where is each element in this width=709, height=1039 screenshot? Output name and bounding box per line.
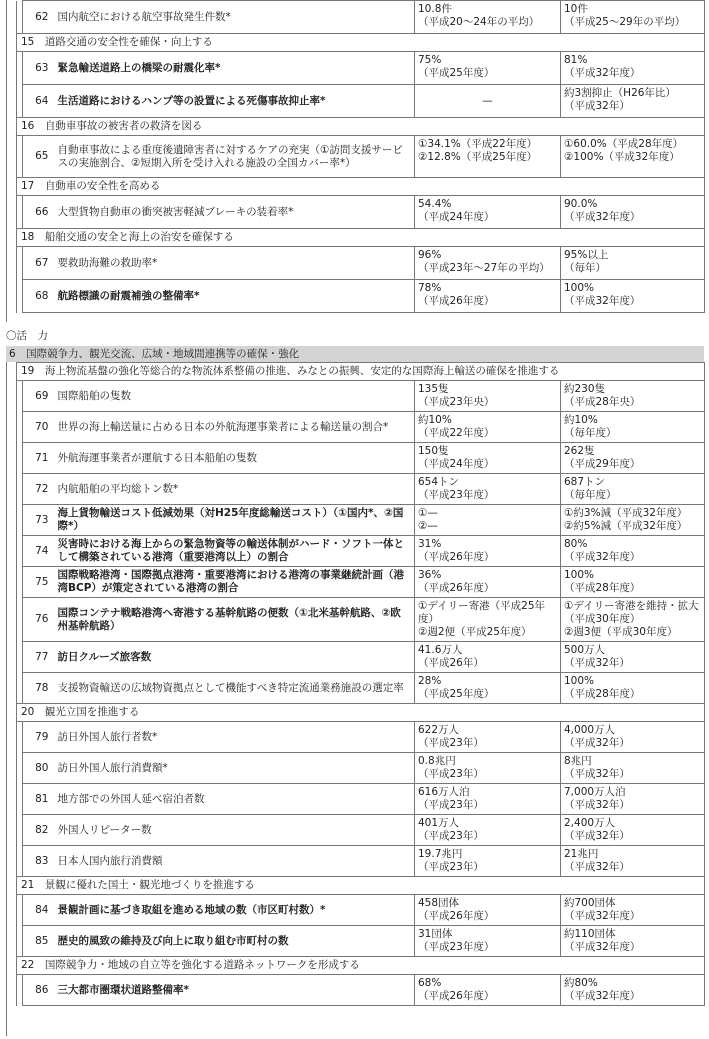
goal-cell (17, 957, 705, 975)
goal-row (17, 229, 705, 247)
indicator-label: 訪日外国人旅行消費額* (55, 753, 415, 784)
indicator-number: 86 (23, 975, 55, 1006)
indicator-number: 66 (23, 196, 55, 229)
goal-text: 海上物流基盤の強化等総合的な物流体系整備の推進、みなとの振興、安定的な国際海上輸送の確保を推進する (44, 365, 560, 377)
indicator-row (17, 926, 705, 957)
indicator-label: 要救助海難の救助率* (55, 247, 415, 280)
current-value: ①デイリー寄港（平成25年度） ②週2便（平成25年度） (415, 598, 561, 642)
goal-number: 21 (21, 879, 35, 891)
goal-row (17, 704, 705, 722)
indicator-row (17, 85, 705, 118)
indicator-label: 海上貨物輸送コスト低減効果（対H25年度総輸送コスト）（①国内*、②国際*） (55, 505, 415, 536)
current-value: 622万人 （平成23年） (415, 722, 561, 753)
target-value: ①60.0%（平成28年度） ②100%（平成32年度） (561, 136, 705, 178)
target-value: 80% （平成32年度） (561, 536, 705, 567)
target-value: 100% （平成28年度） (561, 567, 705, 598)
indicator-row (17, 381, 705, 412)
indicator-number: 62 (23, 1, 55, 34)
indicator-label: 支援物資輸送の広域物資拠点として機能すべき特定流通業務施設の選定率 (55, 673, 415, 704)
indicator-label: 内航船舶の平均総トン数* (55, 474, 415, 505)
goal-number: 19 (21, 365, 35, 377)
goal-gap (34, 231, 45, 243)
target-value: 2,400万人 （平成32年） (561, 815, 705, 846)
indicator-number: 79 (23, 722, 55, 753)
goal-row (17, 118, 705, 136)
target-value: 約110団体 （平成32年度） (561, 926, 705, 957)
indicator-number: 75 (23, 567, 55, 598)
goal-gap (34, 120, 45, 132)
current-value: 10.8件 （平成20～24年の平均） (415, 1, 561, 34)
indicator-row (17, 673, 705, 704)
indicator-number: 78 (23, 673, 55, 704)
indicator-row (17, 815, 705, 846)
indicator-row (17, 474, 705, 505)
indicator-number: 63 (23, 52, 55, 85)
indicator-label: 国際戦略港湾・国際拠点港湾・重要港湾における港湾の事業継続計画（港湾BCP）が策定されている港湾の割合 (55, 567, 415, 598)
current-value: 41.6万人 （平成26年） (415, 642, 561, 673)
indicator-label: 航路標識の耐震補強の整備率* (55, 280, 415, 313)
current-value: 36% （平成26年度） (415, 567, 561, 598)
heading-vitality: 〇活 力 (6, 330, 48, 342)
indicator-row (17, 567, 705, 598)
target-value: 500万人 （平成32年） (561, 642, 705, 673)
indicator-label: 日本人国内旅行消費額 (55, 846, 415, 877)
indicator-row (17, 196, 705, 229)
target-value: 21兆円 （平成32年） (561, 846, 705, 877)
target-value: 687トン （毎年度） (561, 474, 705, 505)
indicator-number: 68 (23, 280, 55, 313)
goal-gap (34, 36, 45, 48)
current-value: 401万人 （平成23年） (415, 815, 561, 846)
indicator-row (17, 895, 705, 926)
current-value: 654トン （平成23年度） (415, 474, 561, 505)
target-value: ①約3%減（平成32年度） ②約5%減（平成32年度） (561, 505, 705, 536)
target-value: 7,000万人泊 （平成32年） (561, 784, 705, 815)
goal-text: 景観に優れた国土・観光地づくりを推進する (44, 879, 255, 891)
indicator-label: 訪日クルーズ旅客数 (55, 642, 415, 673)
current-value: 616万人泊 （平成23年） (415, 784, 561, 815)
target-value: 約3割抑止（H26年比） （平成32年） (561, 85, 705, 118)
indicator-number: 80 (23, 753, 55, 784)
indicator-label: 自動車事故による重度後遺障害者に対するケアの充実（①訪問支援サービスの実施割合、②短期入所を受け入れる施設の全国カバー率*） (55, 136, 415, 178)
goal-gap (34, 180, 45, 192)
current-value: 31% （平成26年度） (415, 536, 561, 567)
indicator-label: 訪日外国人旅行者数* (55, 722, 415, 753)
indicator-label: 景観計画に基づき取組を進める地域の数（市区町村数）* (55, 895, 415, 926)
goal-text: 国際競争力・地域の自立等を強化する道路ネットワークを形成する (44, 959, 360, 971)
goal-number: 22 (21, 959, 35, 971)
indicator-row (17, 722, 705, 753)
target-value: 4,000万人 （平成32年） (561, 722, 705, 753)
goal-row (17, 178, 705, 196)
left-border (6, 0, 7, 322)
current-value: 31団体 （平成23年度） (415, 926, 561, 957)
goal-text: 自動車の安全性を高める (44, 180, 161, 192)
target-value: 約10% （毎年度） (561, 412, 705, 443)
indicator-label: 外国人リピーター数 (55, 815, 415, 846)
goal-cell (17, 229, 705, 247)
goal-text: 観光立国を推進する (44, 706, 140, 718)
indicator-number: 70 (23, 412, 55, 443)
goal-row (17, 34, 705, 52)
policy-band-text: 6 国際競争力、観光交流、広域・地域間連携等の確保・強化 (9, 348, 300, 360)
indicator-number: 64 (23, 85, 55, 118)
indicator-number: 82 (23, 815, 55, 846)
indicator-table-bottom (16, 362, 705, 1006)
goal-gap (34, 365, 45, 377)
goal-cell (17, 877, 705, 895)
goal-cell (17, 704, 705, 722)
indicator-row (17, 412, 705, 443)
current-value: 約10% （平成22年度） (415, 412, 561, 443)
goal-number: 18 (21, 231, 35, 243)
target-value: 8兆円 （平成32年） (561, 753, 705, 784)
target-value: 10件 （平成25～29年の平均） (561, 1, 705, 34)
goal-row (17, 957, 705, 975)
goal-cell (17, 34, 705, 52)
indicator-number: 72 (23, 474, 55, 505)
current-value: 135隻 （平成23年央） (415, 381, 561, 412)
indicator-label: 災害時における海上からの緊急物資等の輸送体制がハード・ソフト一体として構築されている港湾（重要港湾以上）の割合 (55, 536, 415, 567)
indicator-number: 71 (23, 443, 55, 474)
goal-text: 道路交通の安全性を確保・向上する (44, 36, 213, 48)
target-value: 約700団体 （平成32年度） (561, 895, 705, 926)
current-value: 78% （平成26年度） (415, 280, 561, 313)
goal-text: 船舶交通の安全と海上の治安を確保する (44, 231, 234, 243)
current-value: ①— ②— (415, 505, 561, 536)
target-value: 約80% （平成32年度） (561, 975, 705, 1006)
target-value: 約230隻 （平成28年央） (561, 381, 705, 412)
indicator-row (17, 136, 705, 178)
target-value: 100% （平成32年度） (561, 280, 705, 313)
indicator-number: 74 (23, 536, 55, 567)
indicator-label: 大型貨物自動車の衝突被害軽減ブレーキの装着率* (55, 196, 415, 229)
indicator-label: 世界の海上輸送量に占める日本の外航海運事業者による輸送量の割合* (55, 412, 415, 443)
indicator-label: 生活道路におけるハンプ等の設置による死傷事故抑止率* (55, 85, 415, 118)
current-value: 75% （平成25年度） (415, 52, 561, 85)
indicator-label: 国内航空における航空事故発生件数* (55, 1, 415, 34)
current-value: 96% （平成23年～27年の平均） (415, 247, 561, 280)
indicator-row (17, 1, 705, 34)
indicator-row (17, 247, 705, 280)
goal-cell (17, 178, 705, 196)
indicator-row (17, 52, 705, 85)
indicator-number: 76 (23, 598, 55, 642)
current-value: 19.7兆円 （平成23年） (415, 846, 561, 877)
current-value: ①34.1%（平成22年度） ②12.8%（平成25年度） (415, 136, 561, 178)
current-value: 0.8兆円 （平成23年） (415, 753, 561, 784)
indicator-number: 77 (23, 642, 55, 673)
goal-number: 15 (21, 36, 35, 48)
indicator-label: 外航海運事業者が運航する日本船舶の隻数 (55, 443, 415, 474)
indicator-number: 85 (23, 926, 55, 957)
indicator-number: 84 (23, 895, 55, 926)
current-value: 458団体 （平成26年度） (415, 895, 561, 926)
target-value: 100% （平成28年度） (561, 673, 705, 704)
current-value: 28% （平成25年度） (415, 673, 561, 704)
indicator-number: 81 (23, 784, 55, 815)
goal-cell (17, 118, 705, 136)
goal-gap (34, 879, 45, 891)
indicator-row (17, 784, 705, 815)
goal-number: 20 (21, 706, 35, 718)
indicator-row (17, 642, 705, 673)
goal-gap (34, 706, 45, 718)
indicator-row (17, 598, 705, 642)
indicator-table-top (16, 0, 705, 313)
current-value: 54.4% （平成24年度） (415, 196, 561, 229)
target-value: 90.0% （平成32年度） (561, 196, 705, 229)
goal-row (17, 877, 705, 895)
target-value: 262隻 （平成29年度） (561, 443, 705, 474)
indicator-row (17, 280, 705, 313)
indicator-number: 67 (23, 247, 55, 280)
indicator-label: 国際コンテナ戦略港湾へ寄港する基幹航路の便数（①北米基幹航路、②欧州基幹航路） (55, 598, 415, 642)
current-value: — (415, 85, 561, 118)
indicator-row (17, 536, 705, 567)
left-border-bottom (6, 362, 7, 1036)
goal-text: 自動車事故の被害者の救済を図る (44, 120, 203, 132)
indicator-label: 三大都市圏環状道路整備率* (55, 975, 415, 1006)
current-value: 68% （平成26年度） (415, 975, 561, 1006)
indicator-row (17, 846, 705, 877)
goal-cell (17, 363, 705, 381)
indicator-number: 83 (23, 846, 55, 877)
target-value: 95%以上 （毎年） (561, 247, 705, 280)
indicator-label: 緊急輸送道路上の橋梁の耐震化率* (55, 52, 415, 85)
policy-band (6, 346, 704, 362)
current-value: 150隻 （平成24年度） (415, 443, 561, 474)
indicator-number: 73 (23, 505, 55, 536)
indicator-label: 地方部での外国人延べ宿泊者数 (55, 784, 415, 815)
goal-row (17, 363, 705, 381)
indicator-row (17, 505, 705, 536)
target-value: ①デイリー寄港を維持・拡大（平成30年度） ②週3便（平成30年度） (561, 598, 705, 642)
goal-number: 16 (21, 120, 35, 132)
indicator-label: 国際船舶の隻数 (55, 381, 415, 412)
indicator-number: 69 (23, 381, 55, 412)
indicator-row (17, 443, 705, 474)
goal-number: 17 (21, 180, 35, 192)
goal-gap (34, 959, 45, 971)
indicator-label: 歴史的風致の維持及び向上に取り組む市町村の数 (55, 926, 415, 957)
indicator-number: 65 (23, 136, 55, 178)
indicator-row (17, 753, 705, 784)
target-value: 81% （平成32年度） (561, 52, 705, 85)
indicator-row (17, 975, 705, 1006)
